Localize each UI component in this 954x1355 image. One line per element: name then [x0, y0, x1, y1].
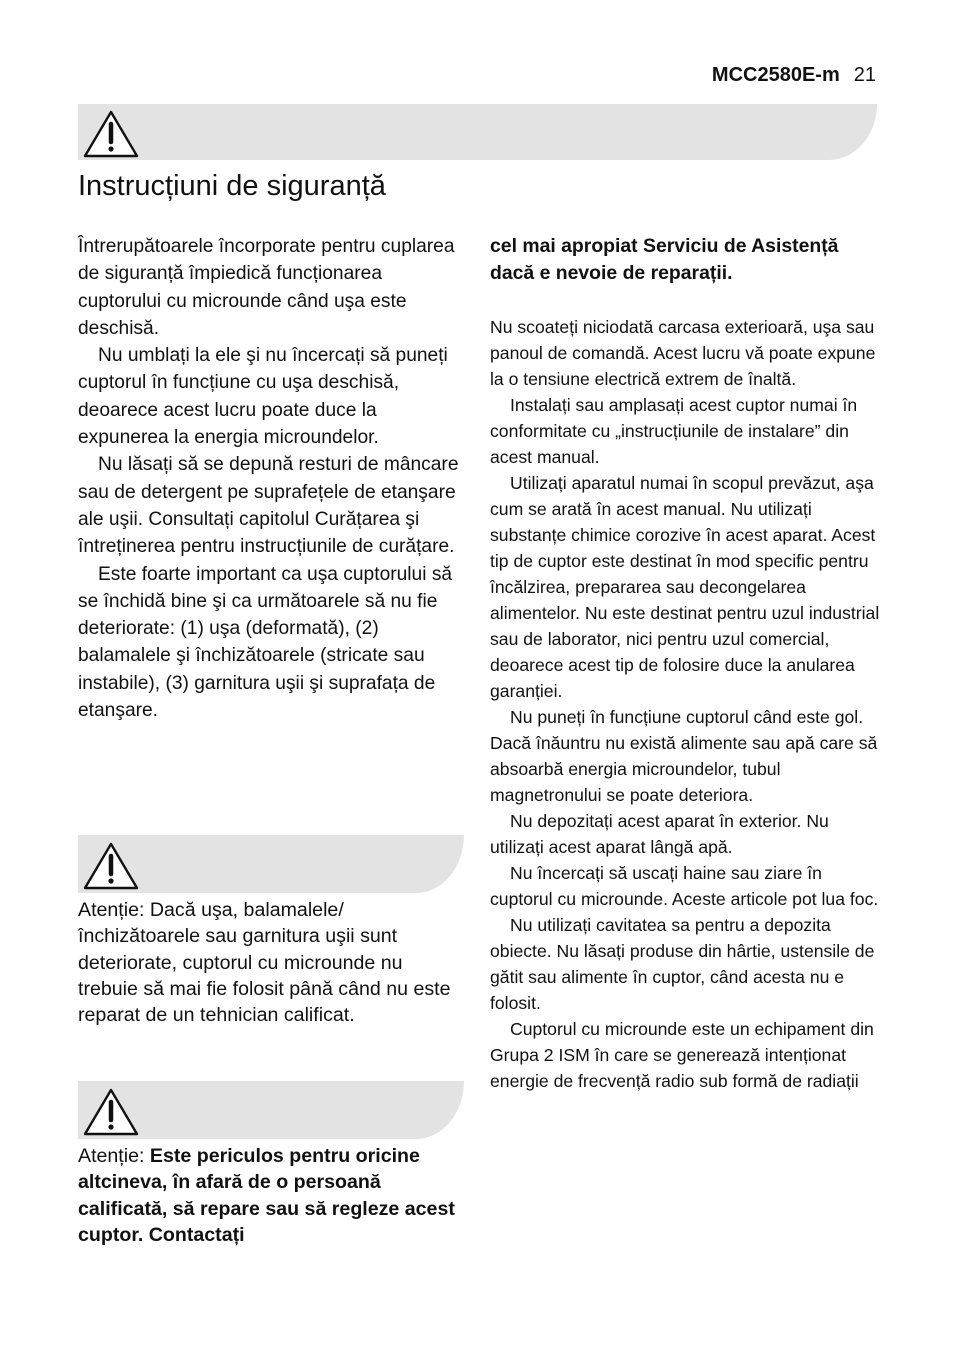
paragraph: Instalați sau amplasați acest cuptor numai în conformitate cu „instrucțiunile de instalare” din acest manual. — [490, 395, 858, 467]
paragraph: Este foarte important ca uşa cuptorului să se închidă bine şi ca următoarele să nu fie deteriorate: (1) uşa (deformată), (2) balamalele şi închizătoarele (stricate sau instabile), (3) garnitura uşii şi suprafața de etanşare. — [78, 563, 453, 722]
paragraph: Cuptorul cu microunde este un echipament din Grupa 2 ISM în care se generează intenționat energie de frecvență radio sub formă de radiații — [490, 1019, 874, 1091]
warning-2-body: Este periculos pentru oricine altcineva, în afară de o persoană calificată, să repare sau să regleze acest cuptor. Contactați — [78, 1145, 455, 1246]
page-header — [712, 64, 876, 87]
paragraph: Nu depozitați acest aparat în exterior. Nu utilizați acest aparat lângă apă. — [490, 811, 829, 857]
paragraph: Nu încercați să uscați haine sau ziare în cuptorul cu microunde. Aceste articole pot lua foc. — [490, 863, 879, 909]
paragraph: Utilizați aparatul numai în scopul prevăzut, aşa cum se arată în acest manual. Nu utilizați substanțe chimice corozive în acest aparat. Acest tip de cuptor este destinat în mod specific pentru încălzirea, prepararea sau decongelarea alimentelor. Nu este destinat pentru uzul industrial sau de laborator, nici pentru uzul comercial, deoarece acest tip de folosire duce la anularea garanției. — [490, 473, 880, 701]
warning-text-2 — [78, 1143, 458, 1248]
paragraph: Nu puneți în funcțiune cuptorul când este gol. Dacă înăuntru nu există alimente sau apă care să absoarbă energia microundelor, tubul magnetronului se poate deteriora. — [490, 707, 878, 805]
left-column — [78, 233, 468, 724]
model-number: MCC2580E-m — [711, 64, 840, 86]
paragraph: Întrerupătoarele încorporate pentru cuplarea de siguranță împiedică funcționarea cuptorului cu microunde când uşa este deschisă. — [78, 236, 455, 339]
warning-triangle-icon — [82, 109, 140, 159]
right-column — [490, 233, 885, 1094]
paragraph: Nu scoateți niciodată carcasa exterioară, uşa sau panoul de comandă. Acest lucru vă poate expune la o tensiune electrică extrem de înaltă. — [490, 317, 876, 389]
warning-banner-1 — [78, 835, 464, 893]
paragraph: Nu umblați la ele şi nu încercați să puneți cuptorul în funcțiune cu uşa deschisă, deoarece acest lucru poate duce la expunerea la energia microundelor. — [78, 345, 448, 449]
warning-1-body: Atenție: Dacă uşa, balamalele/închizătoarele sau garnitura uşii sunt deteriorate, cuptorul cu microunde nu trebuie să mai fie folosit până când nu este reparat de un tehnician calificat. — [78, 899, 451, 1027]
warning-banner-2 — [78, 1081, 464, 1139]
lead-paragraph: cel mai apropiat Serviciu de Asistență dacă e nevoie de reparații. — [490, 235, 839, 284]
warning-2-prefix: Atenție: — [78, 1145, 150, 1167]
warning-triangle-icon — [82, 1087, 140, 1137]
page-title: Instrucțiuni de siguranță — [78, 170, 386, 202]
paragraph: Nu utilizați cavitatea sa pentru a depozita obiecte. Nu lăsați produse din hârtie, ustensile de gătit sau alimente în cuptor, când acesta nu e folosit. — [490, 915, 875, 1013]
warning-text-1 — [78, 897, 458, 1028]
warning-banner-top — [78, 104, 877, 160]
page-number: 21 — [853, 64, 876, 86]
warning-triangle-icon — [82, 841, 140, 891]
paragraph: Nu lăsați să se depună resturi de mâncare sau de detergent pe suprafețele de etanşare ale uşii. Consultați capitolul Curățarea şi întreținerea pentru instrucțiunile de curățare. — [78, 454, 459, 558]
